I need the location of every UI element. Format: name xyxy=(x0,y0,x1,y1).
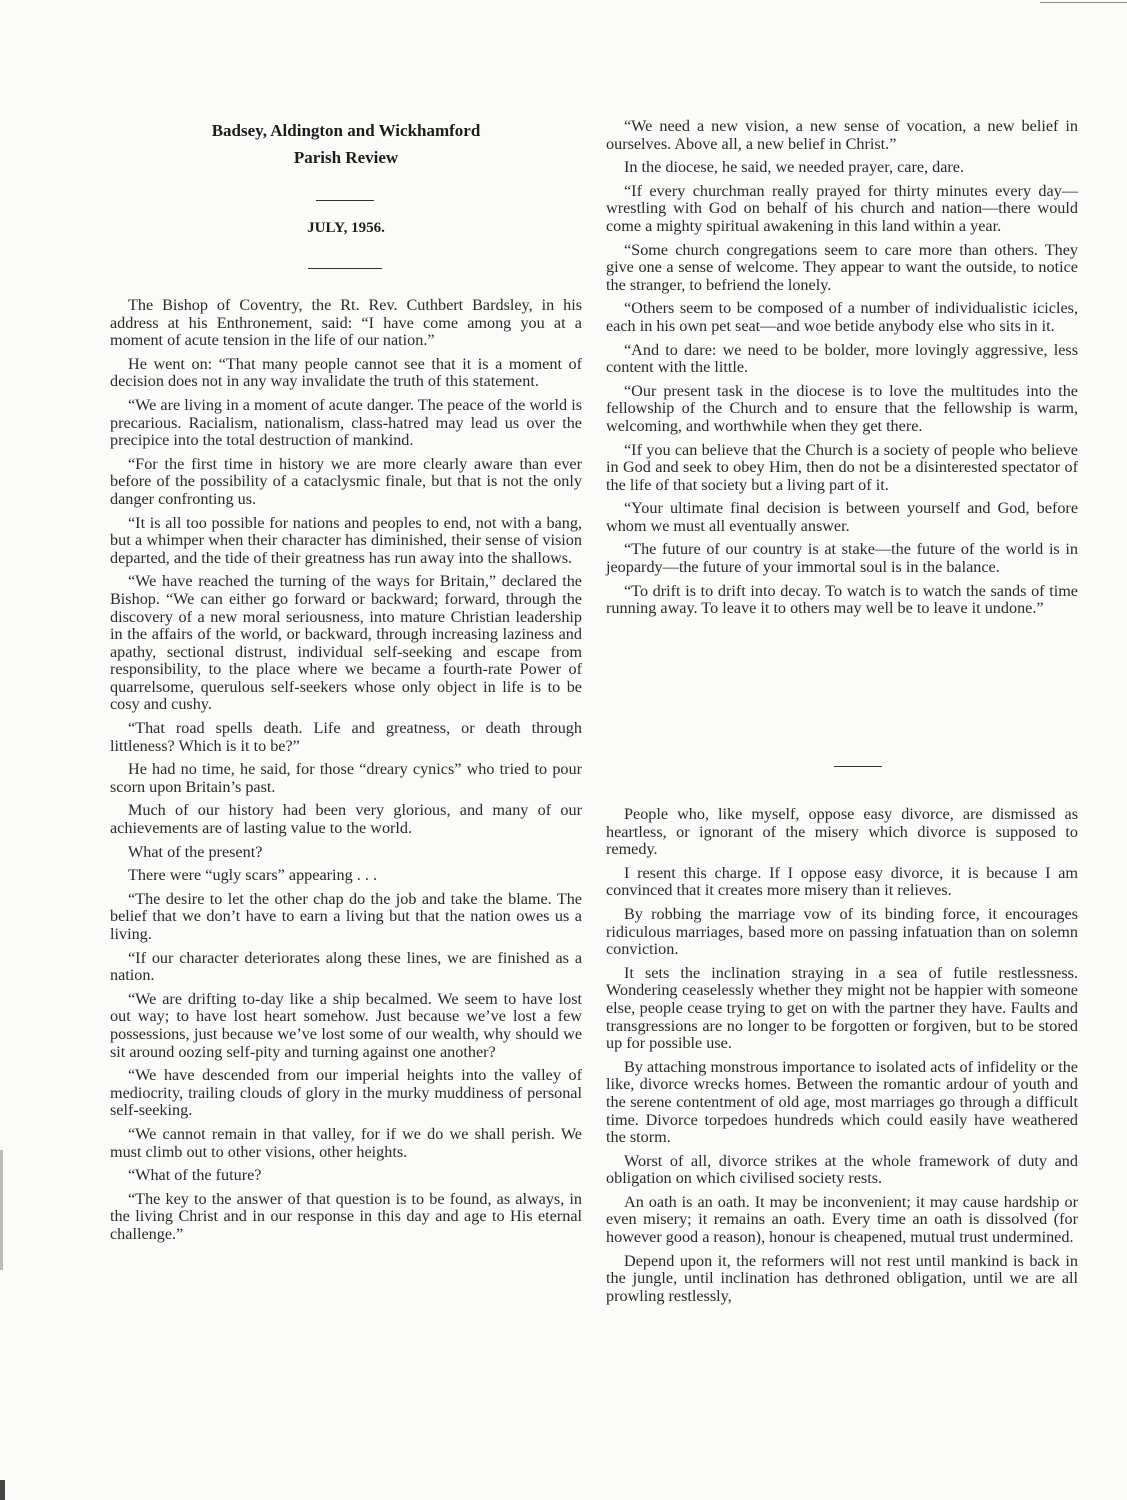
paragraph: It sets the inclination straying in a sea of futile restlessness. Wondering ceaselessly whether they might not be happier with someone else, people cease trying to get on with the partner they have. Faults and transgressions are no longer to be forgotten or forgiven, but to be stored up for possible use. xyxy=(606,963,1078,1053)
paragraph: Much of our history had been very glorious, and many of our achievements are of lasting value to the world. xyxy=(110,801,582,838)
masthead xyxy=(110,117,582,171)
paragraph: By attaching monstrous importance to isolated acts of infidelity or the like, divorce wrecks homes. Between the romantic ardour of youth and the serene contentment of old age, most marriages go through a difficult time. Divorce torpedoes hundreds which could easily have weathered the storm. xyxy=(606,1057,1078,1147)
paragraph: “The desire to let the other chap do the job and take the blame. The belief that we don’t have to earn a living but that the nation owes us a living. xyxy=(110,889,582,943)
paragraph: The Bishop of Coventry, the Rt. Rev. Cuthbert Bardsley, in his address at his Enthronement, said: “I have come among you at a moment of acute tension in the life of our nation.” xyxy=(110,296,582,350)
paragraph: “And to dare: we need to be bolder, more lovingly aggressive, less content with the little. xyxy=(606,340,1078,377)
scan-edge-mark xyxy=(0,1150,3,1270)
paragraph: He had no time, he said, for those “dreary cynics” who tried to pour scorn upon Britain’s past. xyxy=(110,760,582,796)
section-divider xyxy=(834,766,882,767)
paragraph: “We have reached the turning of the ways for Britain,” declared the Bishop. “We can either go forward or backward; forward, through the discovery of a new moral seriousness, into mature Christian leadership in the affairs of the world, or backward, through increasing laziness and apathy, sectional distrust, individual self-seeking and escape from responsibility, to the place where we became a fourth-rate Power of quarrelsome, querulous self-seekers whose only object in life is to be cosy and cushy. xyxy=(110,572,582,714)
paragraph: “For the first time in history we are more clearly aware than ever before of the possibility of a cataclysmic finale, but that is not the only danger confronting us. xyxy=(110,454,582,508)
left-article-body xyxy=(110,297,582,1250)
paragraph: “We are drifting to-day like a ship becalmed. We seem to have lost out way; to have lost heart somehow. Just because we’ve lost a few possessions, just because we’ve lost some of our wealth, why should we sit around oozing self-pity and turning against one another? xyxy=(110,989,582,1061)
publication-title: Badsey, Aldington and Wickhamford xyxy=(211,121,481,140)
paragraph: There were “ugly scars” appearing . . . xyxy=(128,866,377,885)
masthead-rule-top xyxy=(316,200,374,201)
paragraph: “If our character deteriorates along these lines, we are finished as a nation. xyxy=(110,948,582,985)
paragraph: “If you can believe that the Church is a society of people who believe in God and seek to obey Him, then do not be a disinterested spectator of the life of that society but a living part of it. xyxy=(606,440,1078,494)
paragraph: An oath is an oath. It may be inconvenient; it may cause hardship or even misery; it remains an oath. Every time an oath is dissolved (for however good a reason), honour is cheapened, mutual trust undermined. xyxy=(606,1192,1078,1247)
paragraph: “Others seem to be composed of a number of individualistic icicles, each in his own pet seat—and woe betide anybody else who sits in it. xyxy=(606,299,1078,335)
paragraph: “We need a new vision, a new sense of vocation, a new belief in ourselves. Above all, a new belief in Christ.” xyxy=(606,117,1078,153)
paragraph: “To drift is to drift into decay. To watch is to watch the sands of time running away. To leave it to others may well be to leave it undone.” xyxy=(606,581,1078,618)
paragraph: “We have descended from our imperial heights into the valley of mediocrity, trailing clouds of glory in the murky muddiness of personal self-seeking. xyxy=(110,1066,582,1120)
paragraph: I resent this charge. If I oppose easy divorce, it is because I am convinced that it creates more misery than it relieves. xyxy=(606,863,1078,900)
paragraph: “Your ultimate final decision is between yourself and God, before whom we must all eventually answer. xyxy=(606,499,1078,535)
paragraph: People who, like myself, oppose easy divorce, are dismissed as heartless, or ignorant of the misery which divorce is supposed to remedy. xyxy=(606,805,1078,859)
publication-subtitle: Parish Review xyxy=(293,148,399,167)
paragraph: “What of the future? xyxy=(128,1166,262,1185)
scan-edge-mark xyxy=(0,1480,5,1500)
paragraph: “We are living in a moment of acute danger. The peace of the world is precarious. Racialism, nationalism, class-hatred may lead us over the precipice into the total destruction of mankind. xyxy=(110,395,582,450)
paragraph: “That road spells death. Life and greatness, or death through littleness? Which is it to be?” xyxy=(110,719,582,755)
paragraph: “It is all too possible for nations and peoples to end, not with a bang, but a whimper when their character has diminished, their sense of vision departed, and the tide of their greatness has run away into the shallows. xyxy=(110,513,582,567)
paragraph: “The future of our country is at stake—the future of the world is in jeopardy—the future of your immortal soul is in the balance. xyxy=(606,540,1078,577)
paragraph: “The key to the answer of that question is to be found, as always, in the living Christ and in our response in this day and age to His eternal challenge.” xyxy=(110,1189,582,1243)
paragraph: By robbing the marriage vow of its binding force, it encourages ridiculous marriages, based more on passing infatuation than on solemn conviction. xyxy=(606,904,1078,959)
divorce-article-body xyxy=(606,806,1078,1311)
paragraph: “Some church congregations seem to care more than others. They give one a sense of welcome. They appear to want the outside, to notice the stranger, to befriend the lonely. xyxy=(606,240,1078,294)
paragraph: Depend upon it, the reformers will not rest until mankind is back in the jungle, until inclination has dethroned obligation, until we are all prowling restlessly, xyxy=(606,1251,1078,1305)
paragraph: “We cannot remain in that valley, for if we do we shall perish. We must climb out to other visions, other heights. xyxy=(110,1124,582,1161)
paragraph: What of the present? xyxy=(128,842,263,861)
issue-date: JULY, 1956. xyxy=(307,220,385,236)
paragraph: Worst of all, divorce strikes at the whole framework of duty and obligation on which civilised society rests. xyxy=(606,1151,1078,1188)
scan-corner-line xyxy=(1040,2,1127,3)
right-article-continuation xyxy=(606,118,1078,624)
paragraph: In the diocese, he said, we needed prayer, care, dare. xyxy=(624,158,965,177)
paragraph: “If every churchman really prayed for thirty minutes every day—wrestling with God on behalf of his church and nation—there would come a mighty spiritual awakening in this land within a year. xyxy=(606,181,1078,235)
paragraph: He went on: “That many people cannot see that it is a moment of decision does not in any way invalidate the truth of this statement. xyxy=(110,354,582,391)
masthead-rule-bottom xyxy=(308,268,382,269)
paragraph: “Our present task in the diocese is to love the multitudes into the fellowship of the Church and to ensure that the fellowship is warm, welcoming, and worthwhile when they get there. xyxy=(606,381,1078,435)
